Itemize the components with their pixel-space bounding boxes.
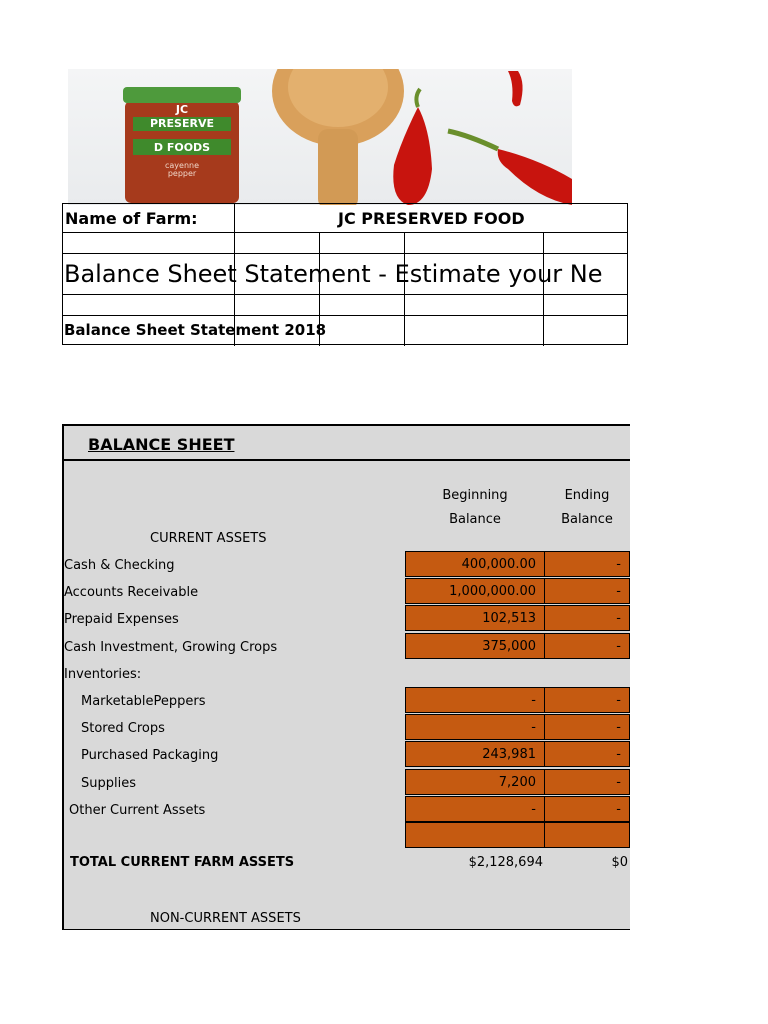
total-current-assets-label: TOTAL CURRENT FARM ASSETS bbox=[70, 855, 295, 870]
pepper-1 bbox=[508, 71, 523, 106]
farm-info-table bbox=[62, 203, 628, 345]
sheet-heading: Balance Sheet Statement - Estimate your Ne bbox=[64, 260, 603, 288]
row-label-other-current-assets: Other Current Assets bbox=[69, 803, 206, 818]
product-jar bbox=[123, 87, 241, 187]
cell-end-cash-investment[interactable]: - bbox=[544, 633, 630, 659]
jar-product-line2: pepper bbox=[167, 169, 197, 178]
row-label-purchased-packaging: Purchased Packaging bbox=[81, 748, 219, 763]
cell-end-supplies[interactable]: - bbox=[544, 769, 630, 795]
cell-end-cash-checking[interactable]: - bbox=[544, 551, 630, 577]
cell-begin-accounts-receivable[interactable]: 1,000,000.00 bbox=[405, 578, 545, 604]
non-current-assets-label: NON-CURRENT ASSETS bbox=[150, 911, 301, 926]
cell-begin-blank[interactable] bbox=[405, 822, 545, 848]
row-label-cash-investment: Cash Investment, Growing Crops bbox=[64, 640, 278, 655]
row-label-prepaid-expenses: Prepaid Expenses bbox=[64, 612, 179, 627]
row-label-accounts-receivable: Accounts Receivable bbox=[64, 585, 199, 600]
jar-product-line1: cayenne bbox=[164, 161, 200, 170]
row-label-inventories: Inventories: bbox=[64, 667, 142, 682]
col-header-ending bbox=[544, 484, 630, 532]
farm-name-value[interactable]: JC PRESERVED FOOD bbox=[338, 209, 525, 228]
total-current-assets-begin: $2,128,694 bbox=[468, 855, 543, 870]
cell-begin-supplies[interactable]: 7,200 bbox=[405, 769, 545, 795]
col-header-ending-line1: Ending bbox=[564, 488, 610, 503]
cell-end-stored-crops[interactable]: - bbox=[544, 714, 630, 740]
farm-name-label: Name of Farm: bbox=[65, 209, 198, 228]
cell-begin-prepaid-expenses[interactable]: 102,513 bbox=[405, 605, 545, 631]
cell-end-marketable-peppers[interactable]: - bbox=[544, 687, 630, 713]
jar-brand-line3: D FOODS bbox=[153, 141, 211, 154]
cell-end-accounts-receivable[interactable]: - bbox=[544, 578, 630, 604]
balance-sheet-title: BALANCE SHEET bbox=[88, 435, 235, 454]
col-header-beginning-line1: Beginning bbox=[442, 488, 508, 503]
cell-begin-cash-checking[interactable]: 400,000.00 bbox=[405, 551, 545, 577]
cell-begin-other-current-assets[interactable]: - bbox=[405, 796, 545, 822]
current-assets-label: CURRENT ASSETS bbox=[150, 531, 267, 546]
col-header-beginning-line2: Balance bbox=[449, 512, 501, 527]
col-header-ending-line2: Balance bbox=[561, 512, 613, 527]
spoon-handle bbox=[318, 129, 358, 205]
row-label-stored-crops: Stored Crops bbox=[81, 721, 165, 736]
row-label-marketable-peppers: MarketablePeppers bbox=[81, 694, 206, 709]
cell-begin-marketable-peppers[interactable]: - bbox=[405, 687, 545, 713]
pepper-3 bbox=[498, 149, 572, 205]
jar-brand-line1: JC bbox=[175, 103, 189, 116]
row-label-cash-checking: Cash & Checking bbox=[64, 558, 175, 573]
banner-image bbox=[68, 69, 572, 205]
cell-end-other-current-assets[interactable]: - bbox=[544, 796, 630, 822]
balance-sheet-section bbox=[62, 424, 630, 930]
cell-begin-cash-investment[interactable]: 375,000 bbox=[405, 633, 545, 659]
cell-end-prepaid-expenses[interactable]: - bbox=[544, 605, 630, 631]
row-label-supplies: Supplies bbox=[81, 776, 136, 791]
cell-begin-purchased-packaging[interactable]: 243,981 bbox=[405, 741, 545, 767]
jar-brand-line2: PRESERVE bbox=[133, 117, 231, 131]
sheet-subheading: Balance Sheet Statement 2018 bbox=[64, 321, 327, 339]
pepper-2 bbox=[393, 107, 432, 205]
col-header-beginning bbox=[405, 484, 545, 532]
cell-end-purchased-packaging[interactable]: - bbox=[544, 741, 630, 767]
cell-begin-stored-crops[interactable]: - bbox=[405, 714, 545, 740]
total-current-assets-end: $0 bbox=[611, 855, 628, 870]
cell-end-blank[interactable] bbox=[544, 822, 630, 848]
